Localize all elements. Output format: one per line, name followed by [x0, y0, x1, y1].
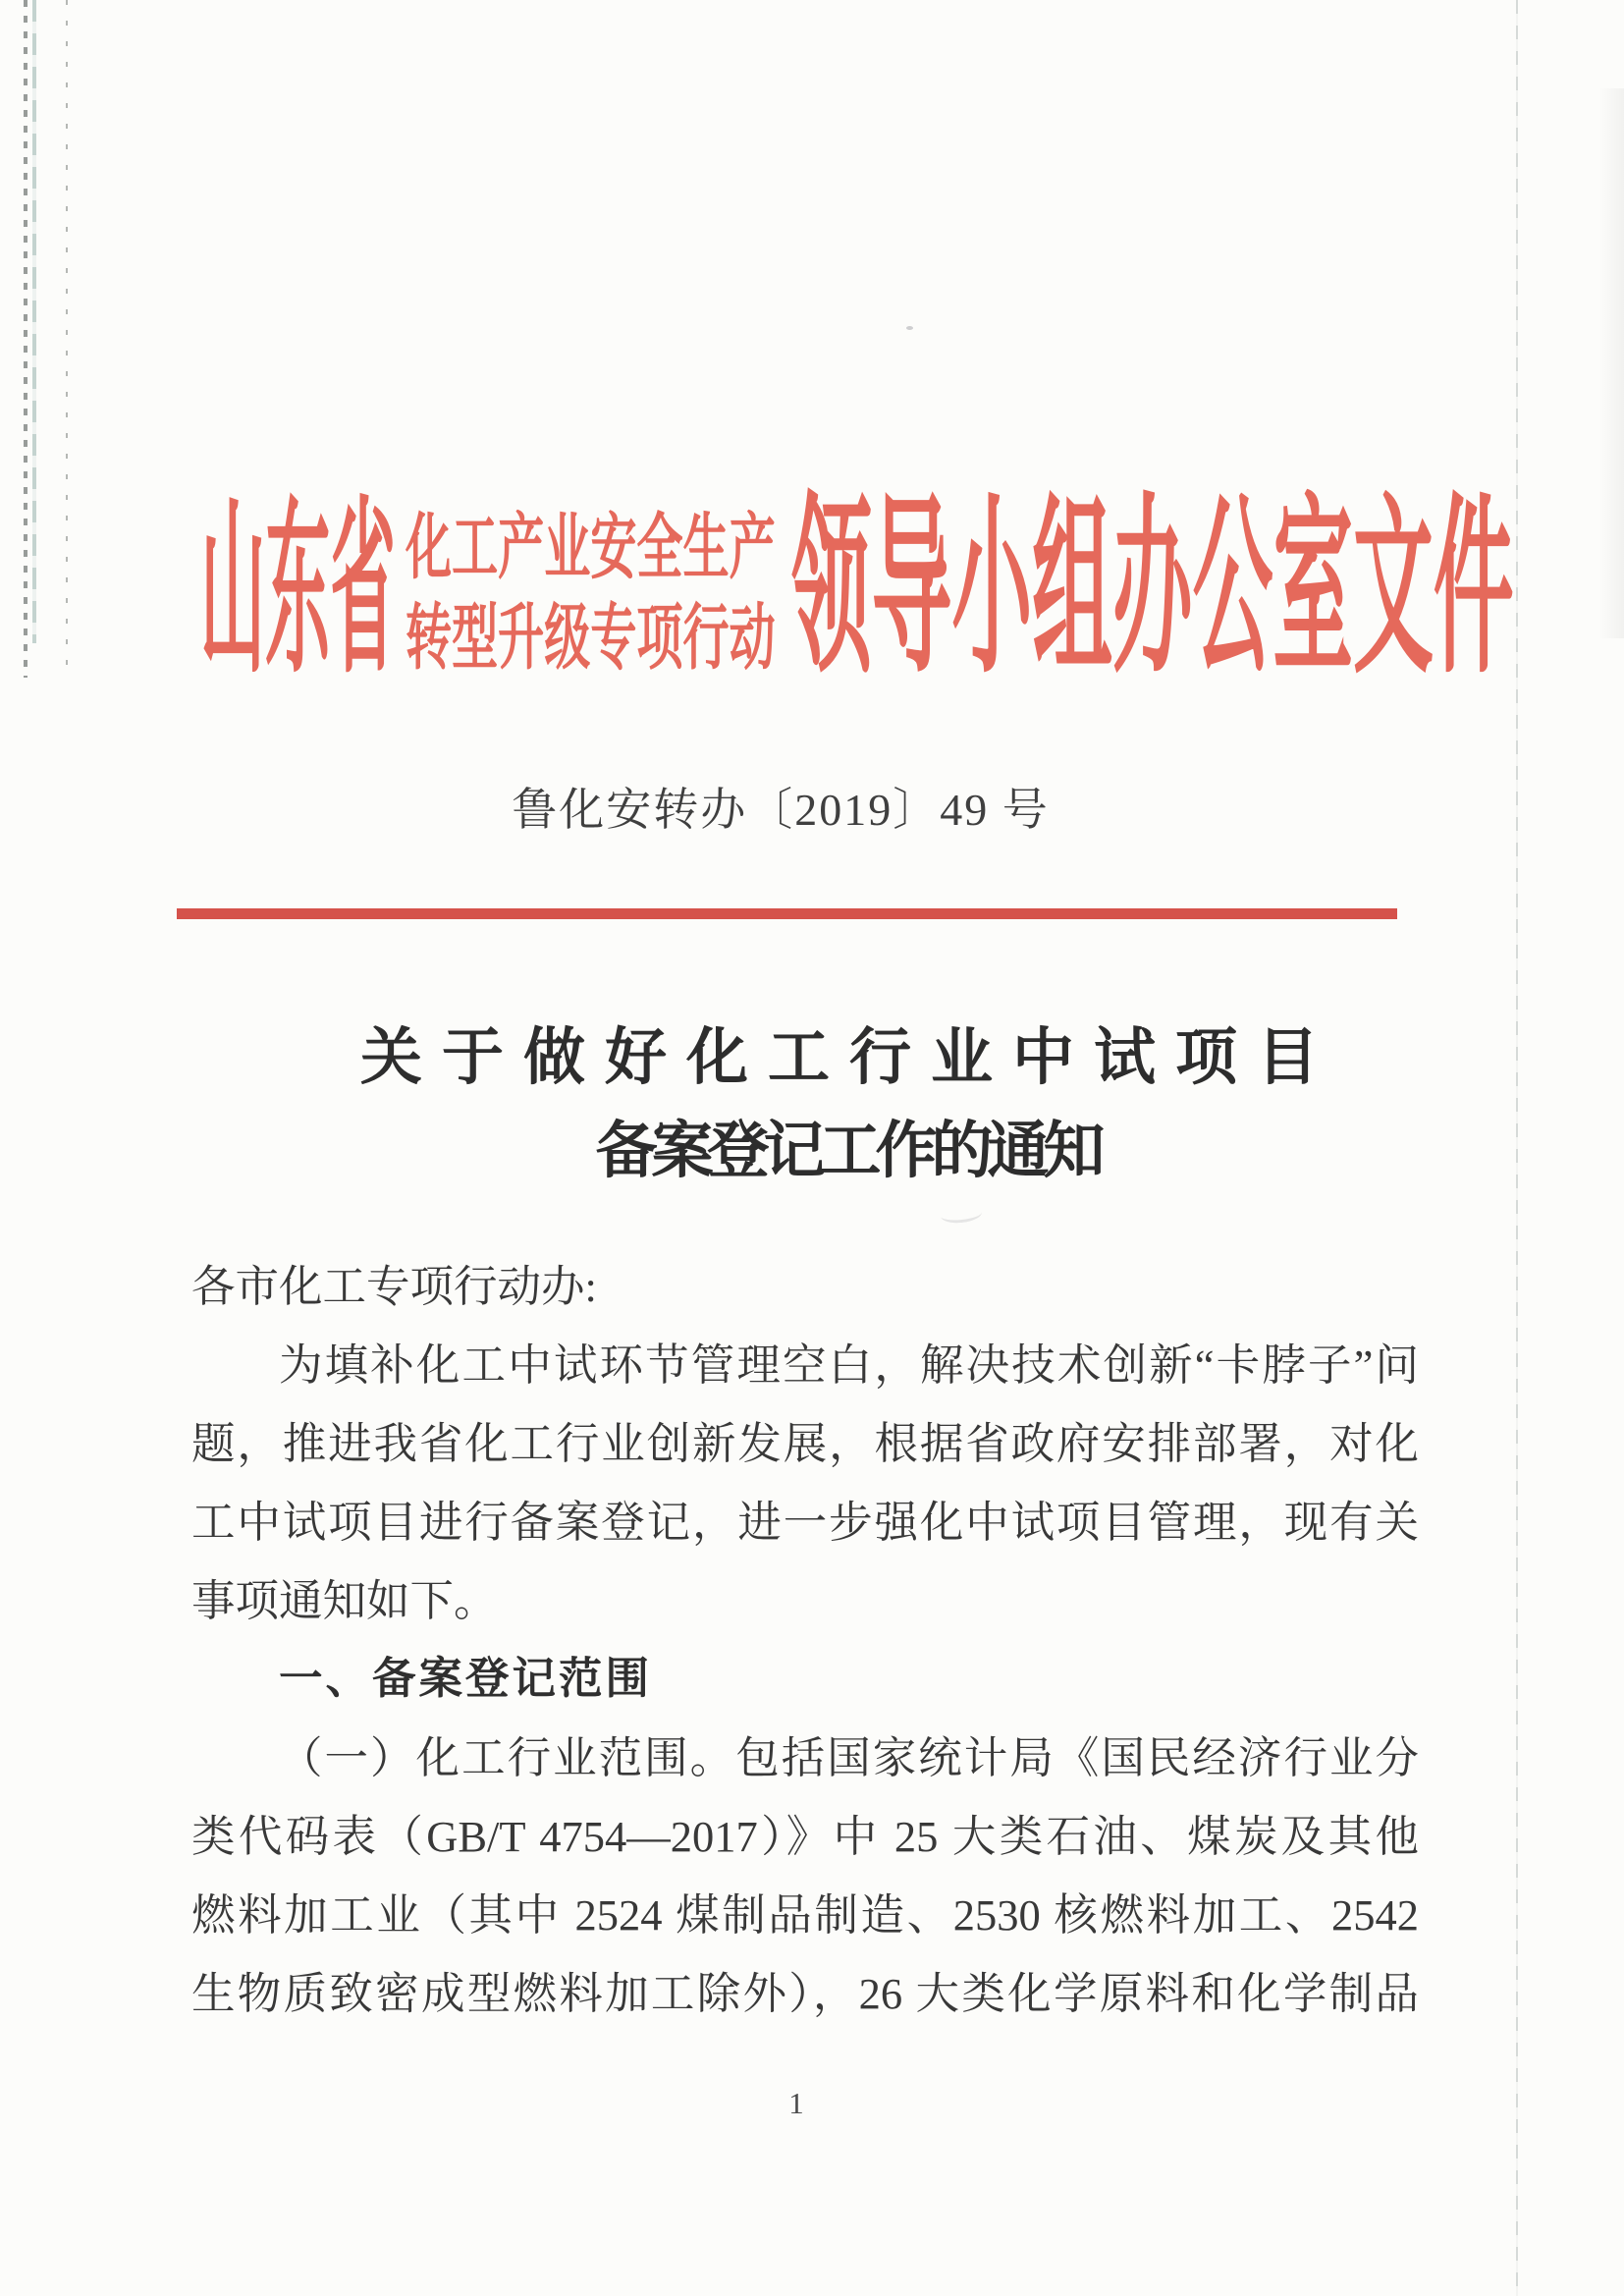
- body-line: 生物质致密成型燃料加工除外），26 大类化学原料和化学制品: [191, 1969, 1419, 2018]
- salutation-line: 各市化工专项行动办:: [191, 1262, 597, 1311]
- document-body: [191, 1247, 1419, 2033]
- body-line: 事项通知如下。: [191, 1576, 498, 1625]
- red-divider-line: [177, 908, 1397, 919]
- letterhead-middle-line1: 化工产业安全生产: [406, 508, 776, 587]
- scan-streak-artifact: [66, 0, 68, 678]
- letterhead-province: 山东省: [200, 486, 396, 695]
- document-title-line2: 备案登记工作的通知: [595, 1117, 1100, 1185]
- scan-pencil-mark-artifact: [940, 1204, 983, 1225]
- body-line: （一）化工行业范围。包括国家统计局《国民经济行业分: [279, 1733, 1419, 1782]
- body-line: 工中试项目进行备案登记，进一步强化中试项目管理，现有关: [191, 1498, 1419, 1547]
- letterhead-office-title: 领导小组办公室文件: [791, 483, 1514, 696]
- page-number: 1: [788, 2086, 804, 2120]
- scan-streak-artifact: [32, 0, 36, 643]
- letterhead-middle-lines: [406, 503, 776, 683]
- letterhead-middle-line2: 转型升级专项行动: [406, 598, 776, 678]
- body-line: 题，推进我省化工行业创新发展，根据省政府安排部署，对化: [191, 1419, 1419, 1468]
- scan-streak-artifact: [24, 0, 27, 678]
- scan-speck-artifact: [906, 326, 913, 330]
- body-line: 燃料加工业（其中 2524 煤制品制造、2530 核燃料加工、2542: [191, 1890, 1419, 1940]
- section-heading: 一、备案登记范围: [279, 1655, 653, 1703]
- scan-edge-shadow: [1598, 88, 1624, 638]
- body-line: 为填补化工中试环节管理空白，解决技术创新“卡脖子”问: [279, 1340, 1419, 1390]
- document-number: 鲁化安转办〔2019〕49 号: [512, 785, 1050, 835]
- document-title-line1: 关于做好化工行业中试项目: [360, 1023, 1338, 1092]
- body-line: 类代码表（GB/T 4754—2017）》中 25 大类石油、煤炭及其他: [191, 1812, 1419, 1861]
